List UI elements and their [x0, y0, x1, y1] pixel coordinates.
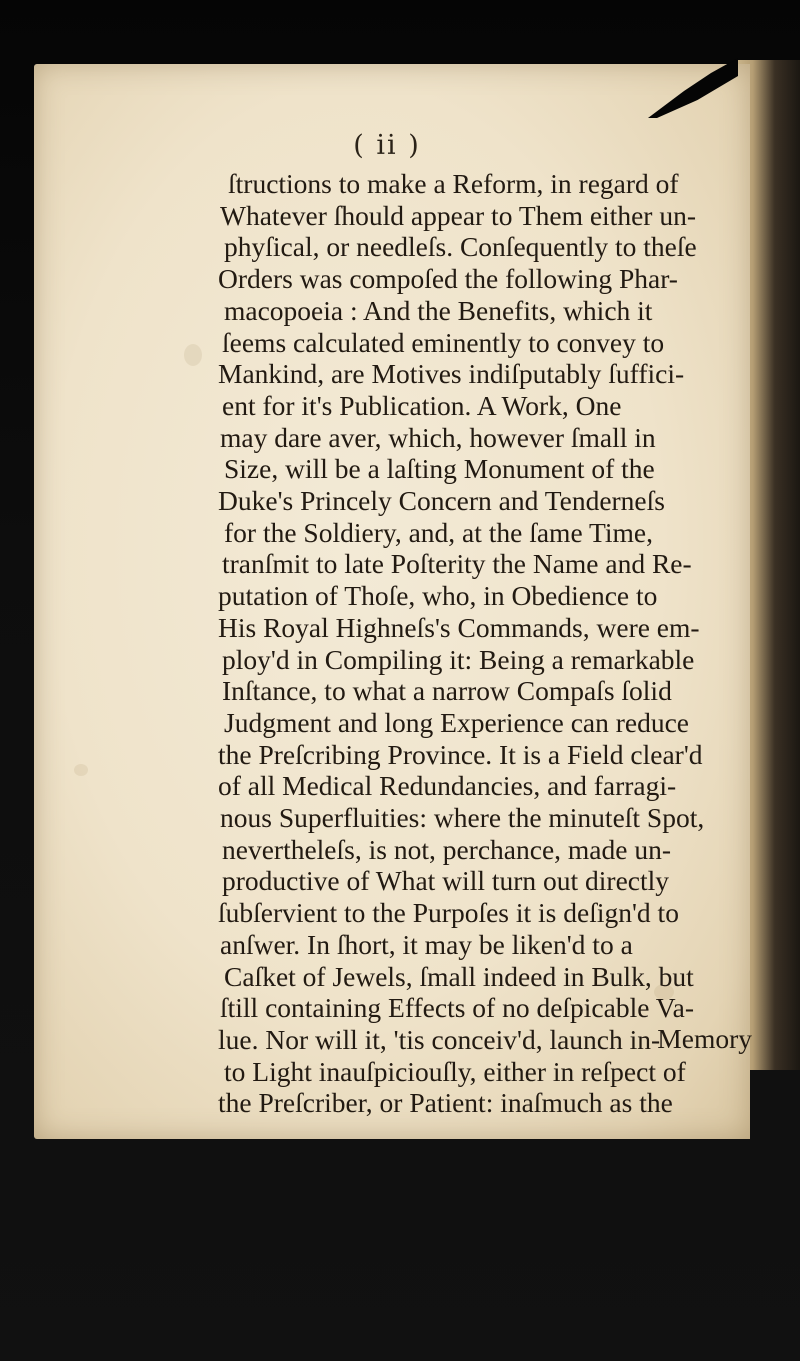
text-line: phyſical, or needleſs. Conſequently to theſe [224, 231, 697, 263]
text-line: anſwer. In ſhort, it may be liken'd to a [220, 928, 633, 960]
text-line: may dare aver, which, however ſmall in [220, 421, 656, 453]
catchword: Memory [657, 1023, 752, 1054]
text-line: macopoeia : And the Benefits, which it [224, 294, 653, 326]
text-line: of all Medical Redundancies, and farragi- [218, 770, 677, 802]
text-line: Inſtance, to what a narrow Compaſs ſolid [222, 675, 672, 707]
text-line: Judgment and long Experience can reduce [224, 706, 690, 738]
text-line: to Light inauſpiciouſly, either in reſpect of [224, 1055, 686, 1087]
text-line: His Royal Highneſs's Commands, were em- [218, 611, 700, 643]
text-line: productive of What will turn out directly [222, 865, 670, 897]
text-line: lue. Nor will it, 'tis conceiv'd, launch in- [218, 1023, 661, 1055]
text-line: Caſket of Jewels, ſmall indeed in Bulk, but [224, 960, 694, 992]
text-line: ſeems calculated eminently to convey to [222, 326, 665, 358]
text-line: Whatever ſhould appear to Them either un- [220, 199, 696, 231]
text-line: Duke's Princely Concern and Tenderneſs [218, 485, 665, 517]
text-line: the Preſcriber, or Patient: inaſmuch as the [218, 1087, 673, 1119]
text-line: Orders was compoſed the following Phar- [218, 263, 678, 295]
text-line: tranſmit to late Poſterity the Name and Re- [222, 548, 692, 580]
text-line: ſtill containing Effects of no deſpicable Va- [220, 992, 694, 1024]
text-line: ent for it's Publication. A Work, One [222, 389, 622, 421]
page-number: ( ii ) [353, 130, 421, 161]
foxing-spot [184, 344, 202, 366]
text-line: ploy'd in Compiling it: Being a remarkable [222, 643, 695, 675]
text-line: Mankind, are Motives indiſputably ſuffici- [218, 358, 685, 390]
text-line: ſtructions to make a Reform, in regard of [228, 168, 679, 199]
text-line: for the Soldiery, and, at the ſame Time, [224, 516, 653, 548]
text-line: the Preſcribing Province. It is a Field clear'd [218, 738, 703, 770]
text-line: nous Superfluities: where the minuteſt Spot, [220, 802, 705, 834]
foxing-spot [74, 764, 88, 776]
text-line: nevertheleſs, is not, perchance, made un- [222, 833, 671, 865]
text-line: ſubſervient to the Purpoſes it is deſign'd to [218, 897, 679, 929]
text-line: Size, will be a laſting Monument of the [224, 453, 655, 485]
text-line: putation of Thoſe, who, in Obedience to [218, 580, 658, 612]
body-text [218, 168, 800, 1119]
